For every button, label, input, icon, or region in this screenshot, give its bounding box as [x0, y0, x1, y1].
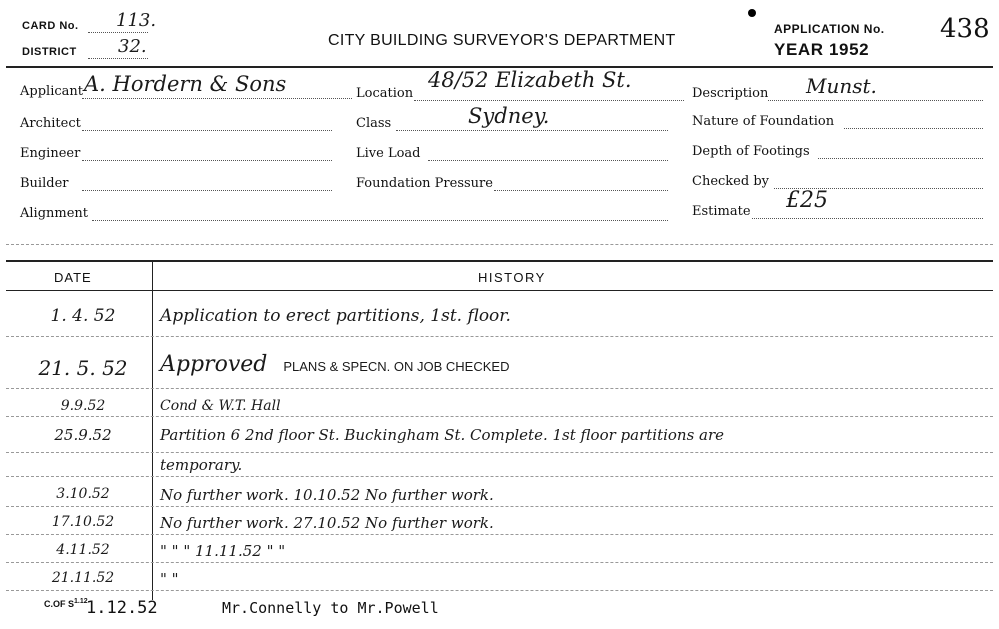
architect-label: Architect — [20, 116, 81, 131]
history-date: 21.11.52 — [51, 570, 115, 586]
date-column-header: DATE — [54, 270, 92, 285]
punch-hole — [748, 9, 756, 17]
history-entry: temporary. — [160, 456, 243, 474]
history-entry: Partition 6 2nd floor St. Buckingham St. Complete. 1st floor partitions are — [160, 426, 725, 444]
history-date: 3.10.52 — [56, 486, 110, 502]
class-value: Sydney. — [468, 104, 550, 128]
district-value: 32. — [118, 36, 147, 57]
history-date: 17.10.52 — [51, 514, 115, 530]
application-year: YEAR 1952 — [774, 40, 870, 59]
card-no-label: CARD No. — [22, 20, 79, 32]
district-label: DISTRICT — [22, 46, 77, 58]
applicant-value: A. Hordern & Sons — [84, 72, 287, 96]
engineer-label: Engineer — [20, 146, 81, 161]
applicant-label: Applicant — [20, 84, 83, 99]
history-entry: Approved PLANS & SPECN. ON JOB CHECKED — [160, 352, 510, 377]
application-no-label: APPLICATION No. — [774, 22, 885, 36]
history-entry: Application to erect partitions, 1st. floor. — [160, 306, 511, 326]
history-column-header: HISTORY — [478, 270, 546, 285]
class-label: Class — [356, 116, 392, 131]
history-entry: No further work. 10.10.52 No further work. — [160, 486, 494, 504]
history-entry: No further work. 27.10.52 No further work. — [160, 514, 494, 532]
history-row — [0, 352, 999, 384]
department-title: CITY BUILDING SURVEYOR'S DEPARTMENT — [328, 32, 676, 49]
estimate-value: £25 — [786, 188, 828, 213]
builder-label: Builder — [20, 176, 69, 191]
description-label: Description — [692, 86, 769, 101]
estimate-label: Estimate — [692, 204, 751, 219]
history-date: 9.9.52 — [60, 398, 106, 414]
history-date: 25.9.52 — [54, 426, 112, 444]
history-date: 4.11.52 — [56, 542, 110, 558]
application-number: 438 — [940, 14, 990, 44]
location-value: 48/52 Elizabeth St. — [428, 68, 632, 92]
location-label: Location — [356, 86, 414, 101]
card-no-value: 113. — [116, 10, 157, 31]
history-row — [0, 450, 999, 482]
history-entry: " " — [160, 570, 179, 588]
history-entry: " " " 11.11.52 " " — [160, 542, 286, 560]
checked-by-label: Checked by — [692, 174, 769, 189]
history-row — [0, 564, 999, 596]
history-date: 21. 5. 52 — [38, 356, 128, 380]
live-load-label: Live Load — [356, 146, 421, 161]
nature-of-foundation-label: Nature of Foundation — [692, 114, 835, 129]
footer-date: 1.12.52 — [86, 598, 158, 618]
history-row — [0, 300, 999, 332]
history-top-rule — [6, 260, 993, 262]
history-entry: Cond & W.T. Hall — [160, 398, 281, 414]
description-value: Munst. — [806, 74, 877, 98]
typed-stamp: PLANS & SPECN. ON JOB CHECKED — [283, 359, 510, 374]
history-date: 1. 4. 52 — [50, 306, 116, 326]
history-row — [0, 420, 999, 452]
cofs-label: C.OF $S^{1.12}$ — [44, 598, 88, 609]
depth-of-footings-label: Depth of Footings — [692, 144, 810, 159]
footer-text: Mr.Connelly to Mr.Powell — [222, 599, 439, 617]
foundation-pressure-label: Foundation Pressure — [356, 176, 493, 191]
alignment-label: Alignment — [20, 206, 89, 221]
